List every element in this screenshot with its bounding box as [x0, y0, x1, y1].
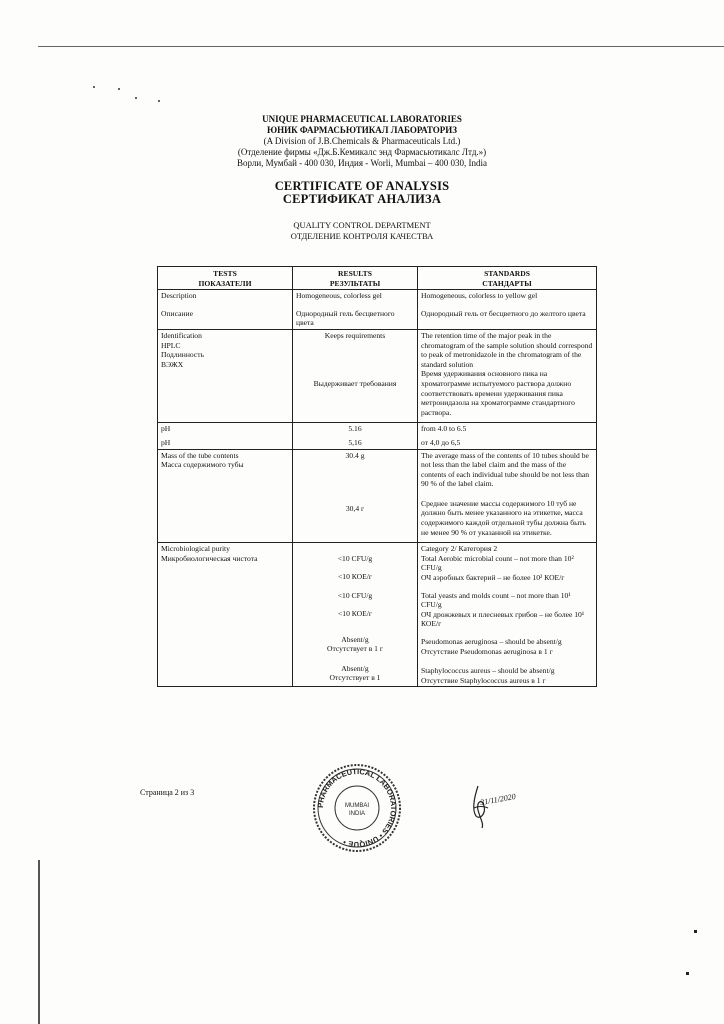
result-pseudomonas-ru: Отсутствует в 1 г	[327, 644, 383, 654]
test-label-en: Description	[161, 291, 197, 301]
document-title	[0, 180, 724, 206]
title-en: CERTIFICATE OF ANALYSIS	[274, 179, 450, 193]
company-name-ru: ЮНИК ФАРМАСЬЮТИКАЛ ЛАБОРАТОРИЗ	[266, 125, 458, 135]
result-pseudomonas-en: Absent/g	[341, 634, 369, 644]
result-cell	[293, 423, 418, 449]
test-cell	[158, 329, 293, 422]
standards-header-ru: СТАНДАРТЫ	[482, 278, 532, 288]
result-tamc-en: <10 CFU/g	[337, 554, 373, 564]
standards-header	[418, 267, 597, 290]
test-label-hplc: HPLC	[161, 340, 181, 350]
test-label-en: Identification	[161, 330, 202, 340]
table-row-ph	[158, 423, 597, 449]
scan-edge	[38, 860, 40, 1024]
top-rule	[38, 46, 724, 47]
tests-header-en: TESTS	[213, 269, 237, 278]
category: Category 2/ Категория 2	[421, 544, 498, 554]
standard-cell	[418, 543, 597, 687]
scan-speck	[118, 88, 120, 90]
tests-header	[158, 267, 293, 290]
results-header-en: RESULTS	[338, 269, 372, 278]
result-staph-en: Absent/g	[341, 663, 369, 673]
result-cell	[293, 449, 418, 543]
result-cell	[293, 543, 418, 687]
division-ru: (Отделение фирмы «Дж.Б.Кемикалс энд Фармасьютикалс Лтд.»)	[237, 147, 487, 157]
scan-speck	[158, 100, 160, 102]
table-row-mass	[158, 449, 597, 543]
result-ru: 5,16	[348, 437, 362, 447]
table-row-identification	[158, 329, 597, 422]
result-ru: 30,4 г	[345, 504, 365, 514]
test-cell	[158, 449, 293, 543]
result-en: Homogeneous, colorless gel	[296, 291, 382, 301]
table-row-description	[158, 290, 597, 330]
standard-pseudomonas-en: Pseudomonas aeruginosa – should be absent/g	[421, 637, 562, 646]
standard-staph-en: Staphylococcus aureus – should be absent/g	[421, 666, 555, 676]
stamp-ring-text: PHARMACEUTICAL LABORATORIES • UNIQUE •	[315, 766, 399, 850]
page-number: Страница 2 из 3	[140, 788, 195, 797]
standard-en: from 4.0 to 6.5	[421, 424, 467, 434]
standard-ru: Среднее значение массы содержимого 10 туб не должно быть менее указанного на этикетке, масса содержимого каждой отдельной тубы должна быть не менее 90 % от указанной на этикетке.	[421, 498, 587, 537]
analysis-table	[157, 266, 597, 687]
test-cell	[158, 543, 293, 687]
test-cell	[158, 290, 293, 330]
standard-cell	[418, 290, 597, 330]
test-label-ru: Масса содержимого тубы	[161, 460, 244, 470]
signature-date: 31/11/2020	[479, 791, 517, 808]
scan-speck	[135, 97, 137, 99]
standard-staph-ru: Отсутствие Staphylococcus aureus в 1 г	[421, 675, 546, 685]
standard-tymc-en: Total yeasts and molds count – not more than 10¹ CFU/g	[421, 590, 571, 610]
standard-tamc-ru: ОЧ аэробных бактерий – не более 10² КОЕ/г	[421, 573, 565, 583]
standard-en: The average mass of the contents of 10 tubes should be not less than the label claim and the mass of the contents of each individual tube should be not less than 90 % of the label claim.	[421, 450, 590, 489]
standard-cell	[418, 329, 597, 422]
result-ru: Однородный гель бесцветного цвета	[296, 308, 395, 328]
table-header-row	[158, 267, 597, 290]
scan-mark	[694, 930, 697, 933]
result-en: 30.4 g	[345, 450, 365, 460]
result-ru: Выдерживает требования	[313, 378, 397, 388]
result-en: 5.16	[348, 424, 362, 434]
tests-header-ru: ПОКАЗАТЕЛИ	[198, 278, 252, 288]
scan-mark	[686, 972, 689, 975]
standard-tamc-en: Total Aerobic microbial count – not more than 10² CFU/g	[421, 553, 574, 573]
scan-speck	[93, 86, 95, 88]
standard-en: Homogeneous, colorless to yellow gel	[421, 291, 538, 301]
test-label-ru: pH	[161, 437, 171, 447]
result-en: Keeps requirements	[324, 330, 386, 340]
test-label-ru: Описание	[161, 308, 193, 318]
test-label-ru: Подлинность	[161, 350, 205, 360]
result-cell	[293, 290, 418, 330]
department-ru: ОТДЕЛЕНИЕ КОНТРОЛЯ КАЧЕСТВА	[290, 231, 434, 241]
standard-ru: Однородный гель от бесцветного до желтого цвета	[421, 308, 586, 318]
results-header-ru: РЕЗУЛЬТАТЫ	[329, 278, 381, 288]
company-name-en: UNIQUE PHARMACEUTICAL LABORATORIES	[262, 114, 462, 124]
test-label-en: Microbiological purity	[161, 544, 230, 554]
company-header	[0, 114, 724, 169]
table-row-microbiology	[158, 543, 597, 687]
department-en: QUALITY CONTROL DEPARTMENT	[293, 220, 431, 230]
result-tymc-en: <10 CFU/g	[337, 591, 373, 601]
standard-ru: от 4,0 до 6,5	[421, 437, 461, 447]
stamp-center-top: MUMBAI	[345, 803, 369, 809]
division-en: (A Division of J.B.Chemicals & Pharmaceuticals Ltd.)	[263, 136, 461, 146]
title-ru: СЕРТИФИКАТ АНАЛИЗА	[282, 192, 442, 206]
standard-ru: Время удерживания основного пика на хроматограмме испытуемого раствора должно соответствовать времени удерживания пика метронидазола на хроматограмме стандартного раствора.	[421, 369, 575, 417]
standard-en: The retention time of the major peak in the chromatogram of the sample solution should correspond to peak of metronidazole in the chromatogram of the standard solution	[421, 330, 593, 369]
result-staph-ru: Отсутствует в 1	[329, 673, 381, 683]
department	[0, 220, 724, 242]
test-cell	[158, 423, 293, 449]
result-cell	[293, 329, 418, 422]
result-tamc-ru: <10 КОЕ/г	[338, 571, 372, 581]
standards-header-en: STANDARDS	[484, 269, 530, 278]
result-tymc-ru: <10 КОЕ/г	[338, 609, 372, 619]
results-header	[293, 267, 418, 290]
standard-cell	[418, 423, 597, 449]
address: Ворли, Мумбай - 400 030, Индия - Worli, Mumbai – 400 030, India	[236, 158, 488, 168]
standard-pseudomonas-ru: Отсутствие Pseudomonas aeruginosa в 1 г	[421, 646, 553, 656]
standard-tymc-ru: ОЧ дрожжевых и плесневых грибов – не более 10¹ КОЕ/г	[421, 609, 585, 629]
test-label-en: Mass of the tube contents	[161, 450, 239, 460]
test-label-ru: Микробиологическая чистота	[161, 553, 258, 563]
company-stamp-icon	[312, 763, 402, 853]
standard-cell	[418, 449, 597, 543]
stamp-center-bottom: INDIA	[348, 811, 366, 817]
test-label-en: pH	[161, 424, 171, 434]
test-label-ru-hplc: ВЭЖХ	[161, 359, 184, 369]
